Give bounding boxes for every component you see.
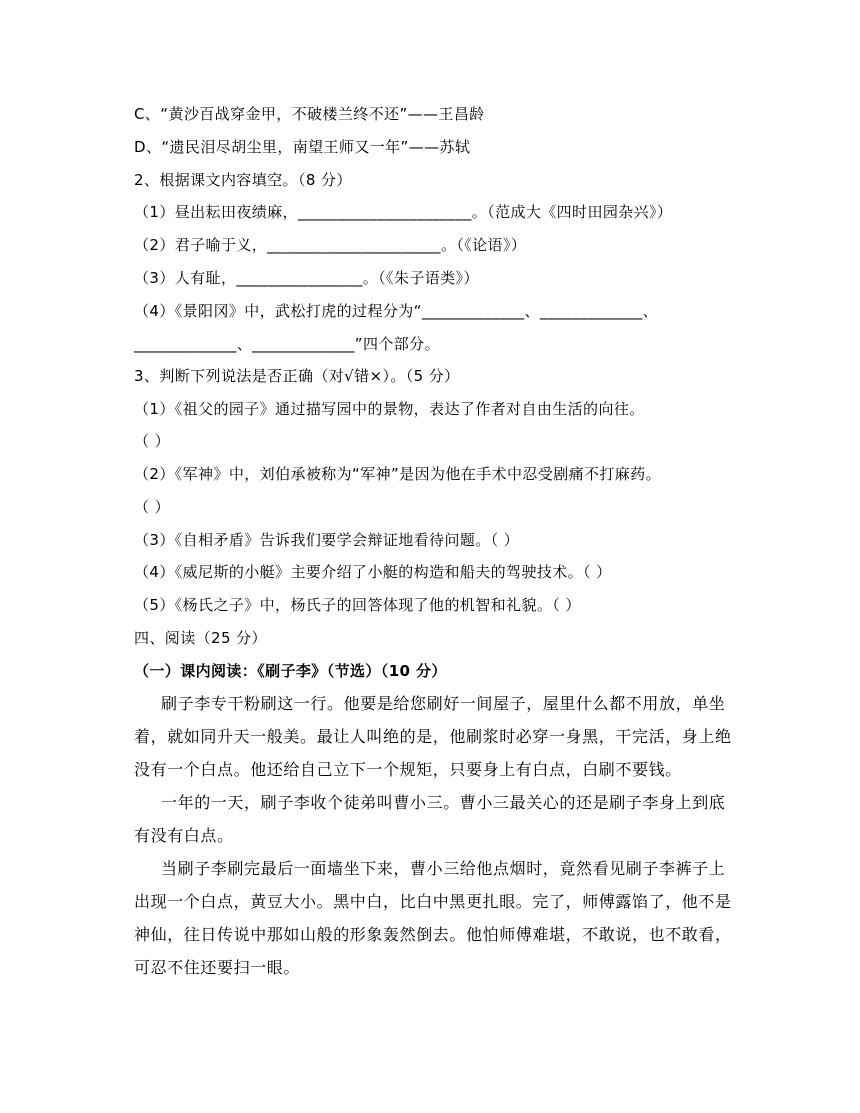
question-2-item-4-cont: _____________、_____________”四个部分。 (134, 335, 440, 353)
passage-line-6: 当刷子李刷完最后一面墙坐下来，曹小三给他点烟时，竟然看见刷子李裤子上 (161, 859, 726, 878)
section-4-heading: 四、阅读（25 分） (134, 629, 267, 647)
question-3-heading: 3、判断下列说法是否正确（对√错×）。（5 分） (134, 367, 460, 385)
question-3-item-1-answer: （ ） (134, 432, 170, 450)
question-2-item-3: （3）人有耻，________________。（《朱子语类》） (134, 269, 479, 287)
reading-1-heading: （一）课内阅读：《刷子李》（节选）（10 分） (134, 662, 447, 680)
question-3-item-5: （5）《杨氏之子》中，杨氏子的回答体现了他的机智和礼貌。（ ） (134, 596, 581, 614)
question-3-item-2-answer: （ ） (134, 498, 170, 516)
question-2-item-2: （2）君子喻于义，______________________。（《论语》） (134, 236, 527, 254)
question-2-item-4: （4）《景阳冈》中，武松打虎的过程分为“_____________、_____________、 (134, 302, 659, 320)
option-d: D、“遗民泪尽胡尘里，南望王师又一年”——苏轼 (134, 138, 471, 156)
passage-line-1: 刷子李专干粉刷这一行。他要是给您刷好一间屋子，屋里什么都不用放，单坐 (161, 694, 726, 713)
passage-line-4: 一年的一天，刷子李收个徒弟叫曹小三。曹小三最关心的还是刷子李身上到底 (161, 793, 726, 812)
question-3-item-2: （2）《军神》中，刘伯承被称为“军神”是因为他在手术中忍受剧痛不打麻药。 (134, 465, 661, 483)
passage-line-5: 有没有白点。 (134, 826, 234, 845)
passage-line-3: 没有一个白点。他还给自己立下一个规矩，只要身上有白点，白刷不要钱。 (134, 760, 682, 779)
passage-line-2: 着，就如同升天一般美。最让人叫绝的是，他刷浆时必穿一身黑，干完活，身上绝 (134, 727, 732, 746)
question-2-item-1: （1）昼出耘田夜绩麻，______________________。（范成大《四时田园杂兴》） (134, 203, 673, 221)
passage-line-7: 出现一个白点，黄豆大小。黑中白，比白中黑更扎眼。完了，师傅露馅了，他不是 (134, 892, 732, 911)
question-3-item-3: （3）《自相矛盾》告诉我们要学会辩证地看待问题。（ ） (134, 531, 520, 549)
question-3-item-1: （1）《祖父的园子》通过描写园中的景物，表达了作者对自由生活的向往。 (134, 400, 645, 418)
passage-line-8: 神仙，往日传说中那如山般的形象轰然倒去。他怕师傅难堪，不敢说，也不敢看， (134, 925, 732, 944)
option-c: C、“黄沙百战穿金甲，不破楼兰终不还”——王昌龄 (134, 105, 485, 123)
question-2-heading: 2、根据课文内容填空。（8 分） (134, 171, 352, 189)
question-3-item-4: （4）《威尼斯的小艇》主要介绍了小艇的构造和船夫的驾驶技术。（ ） (134, 563, 612, 581)
passage-line-9: 可忍不住还要扫一眼。 (134, 958, 301, 977)
